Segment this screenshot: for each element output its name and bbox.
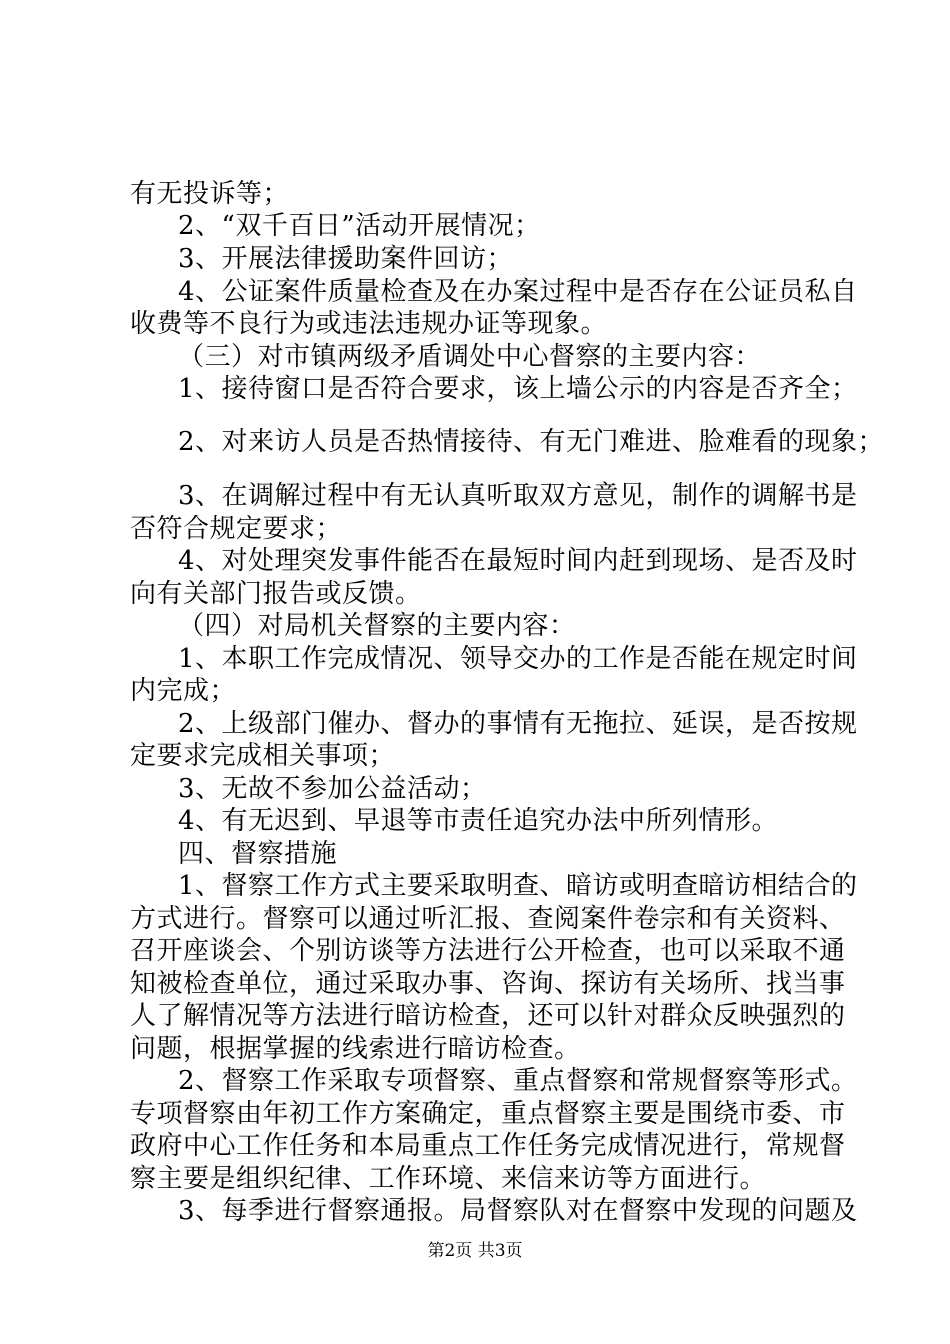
text-line: 收费等不良行为或违法违规办证等现象。 <box>130 309 608 339</box>
text-line: 1、接待窗口是否符合要求，该上墙公示的内容是否齐全； <box>178 374 858 404</box>
text-line: 人了解情况等方法进行暗访检查，还可以针对群众反映强烈的 <box>130 1001 846 1031</box>
text-line: 向有关部门报告或反馈。 <box>130 579 422 609</box>
text-line: 3、无故不参加公益活动； <box>178 774 487 804</box>
text-line: 3、开展法律援助案件回访； <box>178 244 514 274</box>
section-heading: （四）对局机关督察的主要内容： <box>178 611 576 641</box>
text-line: 问题，根据掌握的线索进行暗访检查。 <box>130 1034 581 1064</box>
text-line: 召开座谈会、个别访谈等方法进行公开检查，也可以采取不通 <box>130 936 846 966</box>
text-line: 2、上级部门催办、督办的事情有无拖拉、延误，是否按规 <box>178 709 858 739</box>
text-line: 2、对来访人员是否热情接待、有无门难进、脸难看的现象； <box>178 427 885 457</box>
text-line: 方式进行。督察可以通过听汇报、查阅案件卷宗和有关资料、 <box>130 904 846 934</box>
text-line: 察主要是组织纪律、工作环境、来信来访等方面进行。 <box>130 1164 767 1194</box>
text-line: 专项督察由年初工作方案确定，重点督察主要是围绕市委、市 <box>130 1099 846 1129</box>
text-line: 2、“双千百日”活动开展情况； <box>178 211 541 241</box>
text-line: 1、本职工作完成情况、领导交办的工作是否能在规定时间 <box>178 644 858 674</box>
text-line: 4、公证案件质量检查及在办案过程中是否存在公证员私自 <box>178 277 858 307</box>
text-line: 定要求完成相关事项； <box>130 741 396 771</box>
text-line: 1、督察工作方式主要采取明查、暗访或明查暗访相结合的 <box>178 871 858 901</box>
text-line: 3、每季进行督察通报。局督察队对在督察中发现的问题及 <box>178 1196 858 1226</box>
text-line: 2、督察工作采取专项督察、重点督察和常规督察等形式。 <box>178 1066 858 1096</box>
text-line: 知被检查单位，通过采取办事、咨询、探访有关场所、找当事 <box>130 969 846 999</box>
section-heading: （三）对市镇两级矛盾调处中心督察的主要内容： <box>178 342 762 372</box>
text-line: 否符合规定要求； <box>130 514 343 544</box>
text-line: 4、对处理突发事件能否在最短时间内赶到现场、是否及时 <box>178 546 858 576</box>
text-line: 3、在调解过程中有无认真听取双方意见，制作的调解书是 <box>178 481 858 511</box>
page-number: 第2页 共3页 <box>427 1241 523 1261</box>
text-line: 4、有无迟到、早退等市责任追究办法中所列情形。 <box>178 806 779 836</box>
text-line: 内完成； <box>130 676 237 706</box>
text-line: 政府中心工作任务和本局重点工作任务完成情况进行，常规督 <box>130 1131 846 1161</box>
section-heading: 四、督察措施 <box>178 839 338 869</box>
text-line: 有无投诉等； <box>130 179 290 209</box>
